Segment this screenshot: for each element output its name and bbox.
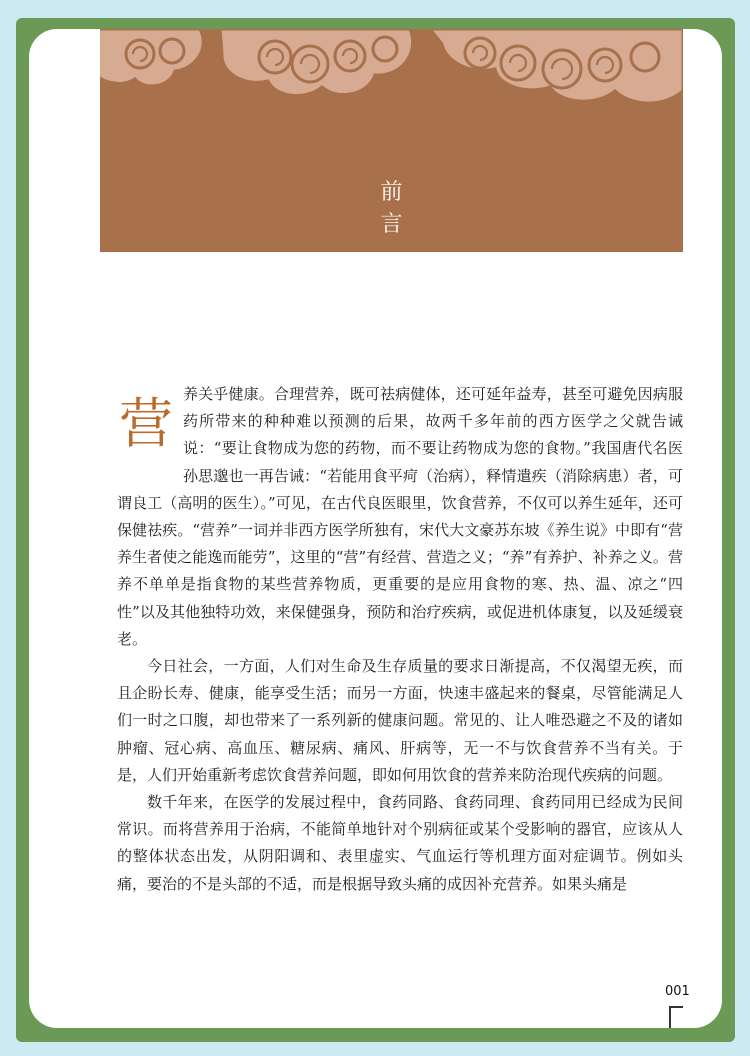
drop-cap: 营: [119, 392, 173, 455]
corner-mark: [669, 1006, 683, 1028]
paragraph-1-text: 养关乎健康。合理营养，既可祛病健体，还可延年益寿，甚至可避免因病服药所带来的种种难以预测的后果，故两千多年前的西方医学之父就告诫说：“要让食物成为您的药物，而不要让药物成为您的食物。”我国唐代名医孙思邈也一再告诫：“若能用食平疴（治病），释情遣疾（消除病患）者，可谓良工（高明的医生）。”可见，在古代良医眼里，饮食营养，不仅可以养生延年，还可保健祛疾。“营养”一词并非西方医学所独有，宋代大文豪苏东坡《养生说》中即有“营养生者使之能逸而能劳”，这里的“营”有经营、营造之义；“养”有养护、补养之义。营养不单单是指食物的某些营养物质，更重要的是应用食物的寒、热、温、凉之“四性”以及其他独特功效，来保健强身，预防和治疗疾病，或促进机体康复，以及延缓衰老。: [117, 385, 683, 648]
paragraph-3: 数千年来，在医学的发展过程中，食药同路、食药同理、食药同用已经成为民间常识。而将营养用于治病，不能简单地针对个别病征或某个受影响的器官，应该从人的整体状态出发，从阴阳调和、表里虚实、气血运行等机理方面对症调节。例如头痛，要治的不是头部的不适，而是根据导致头痛的成因补充营养。如果头痛是: [117, 793, 683, 893]
preface-title: [100, 177, 683, 241]
body-text: [117, 381, 683, 898]
preface-title-char-2: 言: [380, 212, 403, 237]
cloud-pattern-decoration: [100, 29, 683, 129]
preface-title-char-1: 前: [380, 180, 403, 205]
book-page: [29, 29, 722, 1028]
header-banner: [100, 29, 683, 252]
page-number: 001: [665, 984, 690, 999]
paragraph-2: 今日社会，一方面，人们对生命及生存质量的要求日渐提高，不仅渴望无疾，而且企盼长寿、健康，能享受生活；而另一方面，快速丰盛起来的餐桌，尽管能满足人们一时之口腹，却也带来了一系列新的健康问题。常见的、让人唯恐避之不及的诸如肿瘤、冠心病、高血压、糖尿病、痛风、肝病等，无一不与饮食营养不当有关。于是，人们开始重新考虑饮食营养问题，即如何用饮食的营养来防治现代疾病的问题。: [117, 657, 683, 784]
paragraph-1: [117, 381, 683, 653]
